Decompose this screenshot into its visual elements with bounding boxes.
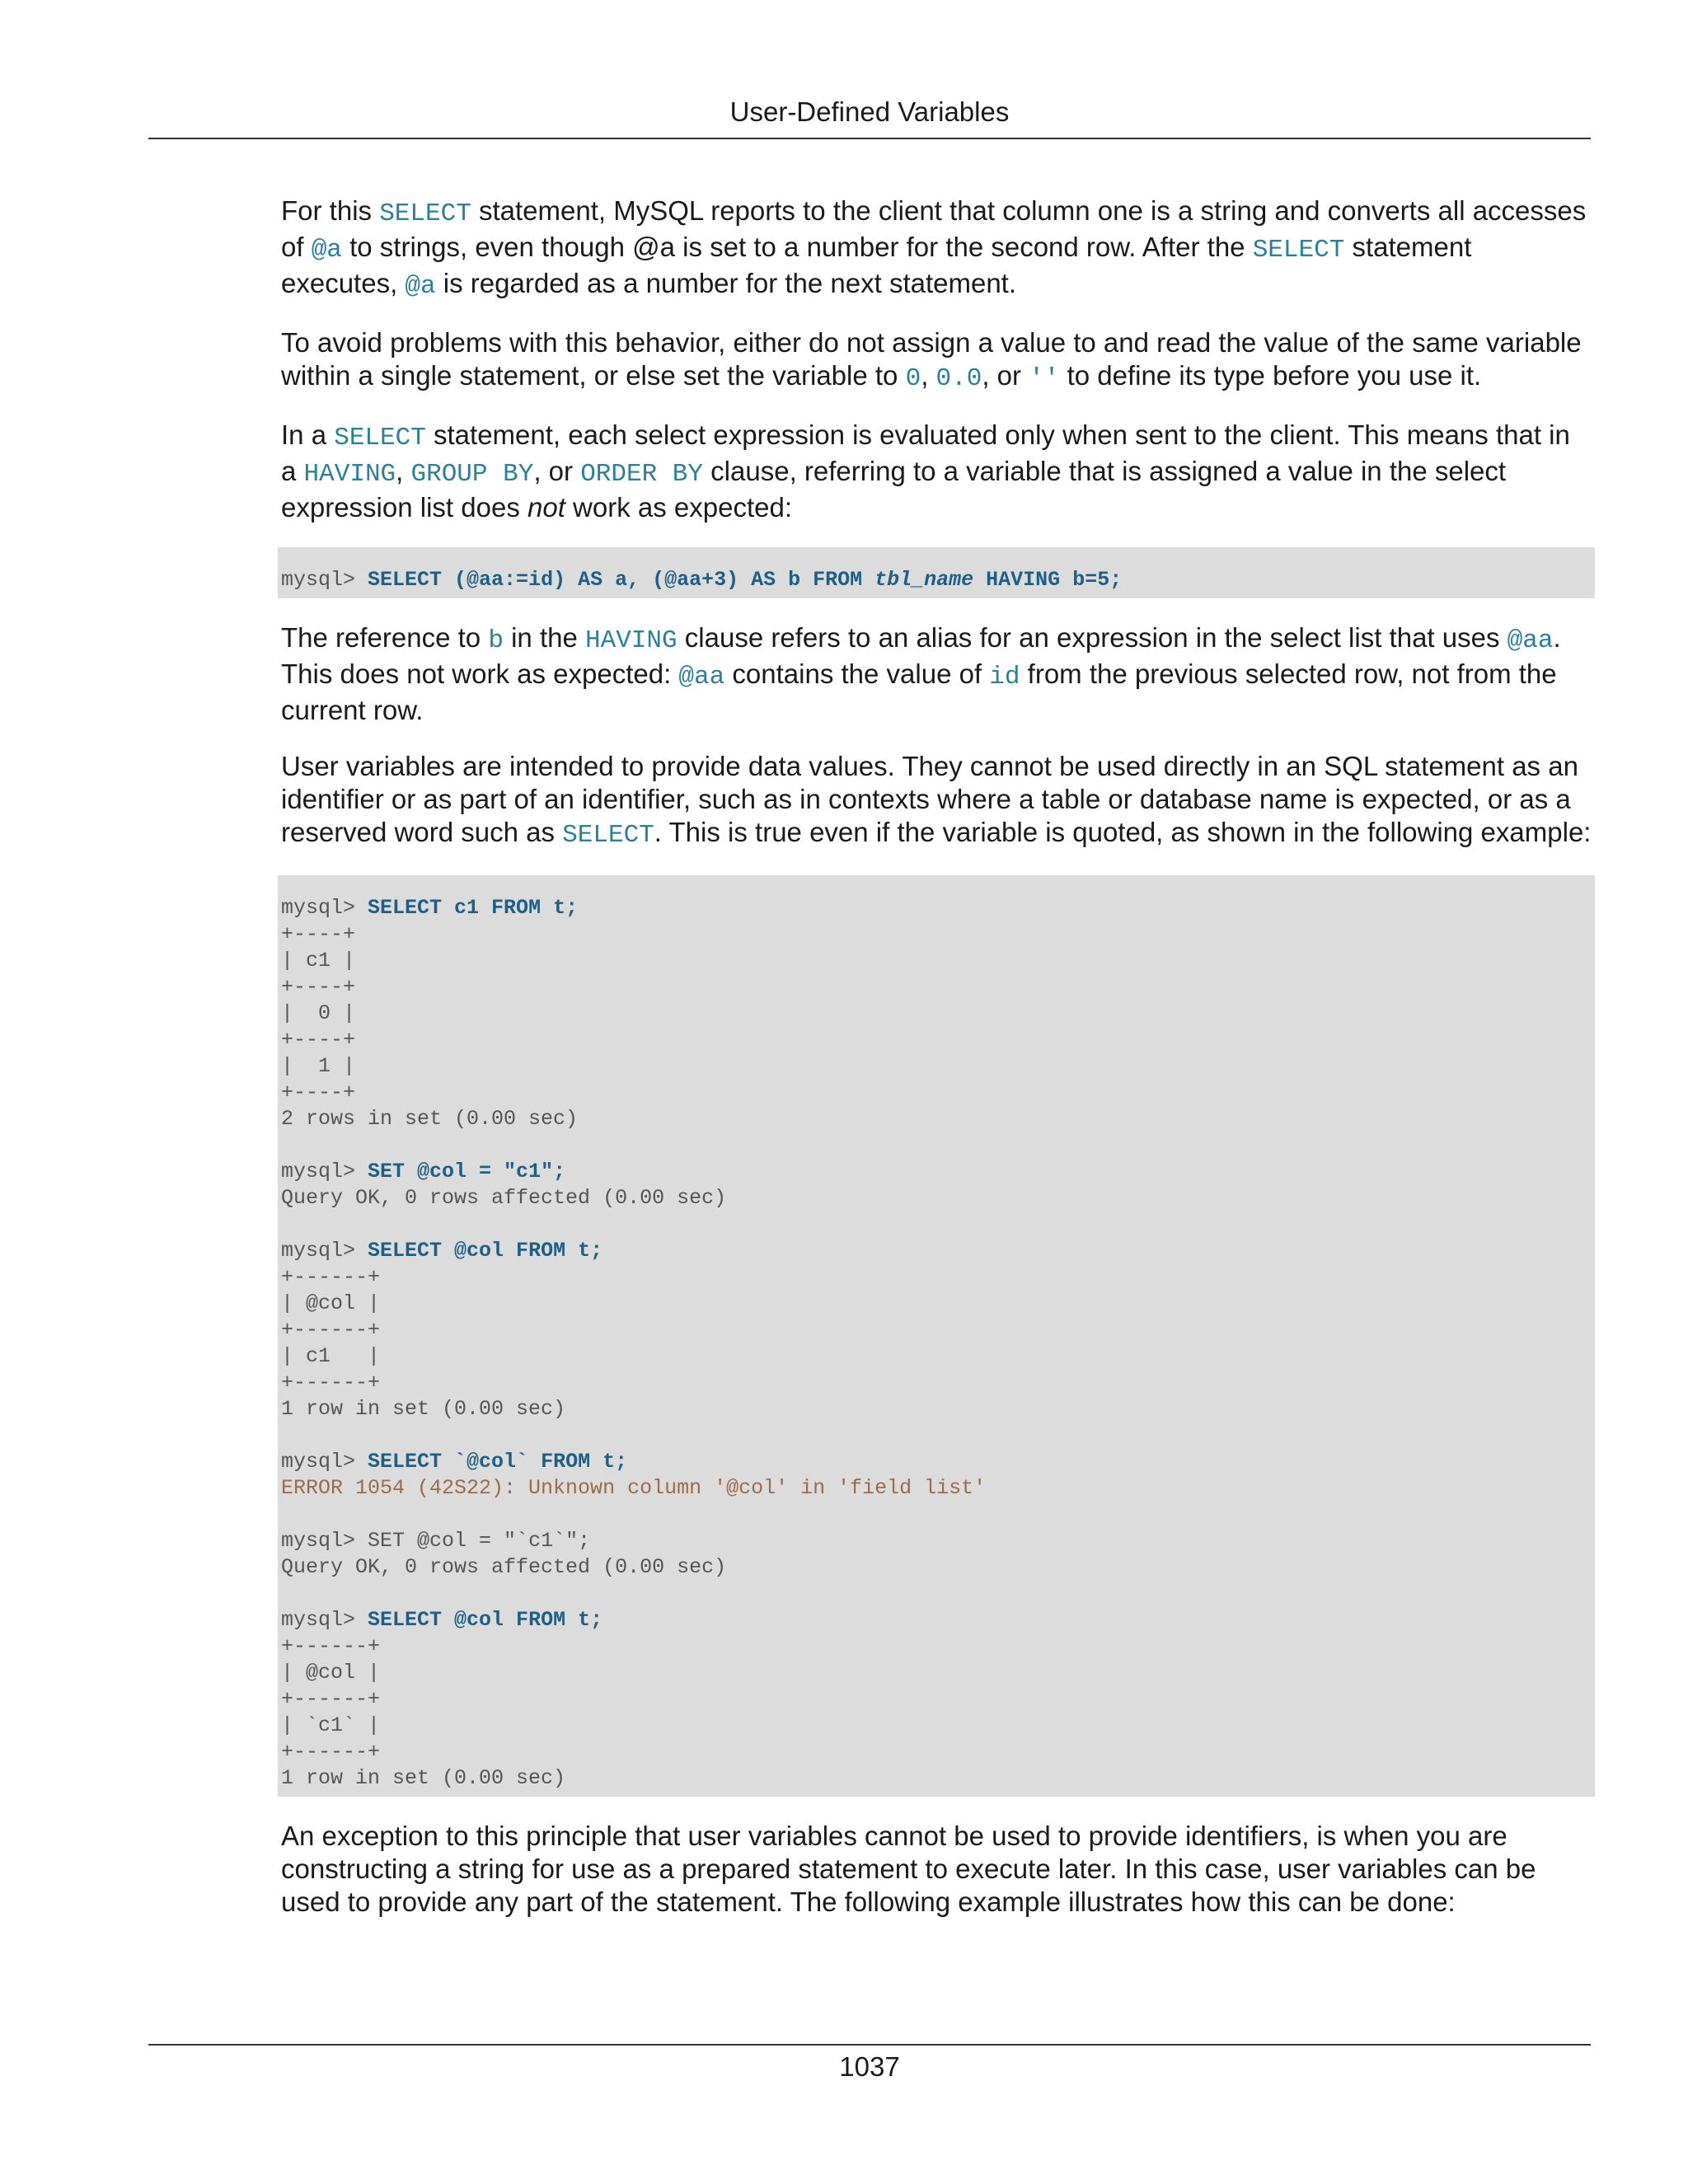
paragraph-avoid-problems: To avoid problems with this behavior, either do not assign a value to and read the value of the same variable within a single statement, or else set the variable to 0, 0.0, or '' to define its type before you use it. xyxy=(281,327,1582,393)
inline-code: 0.0 xyxy=(935,364,982,393)
inline-code: @aa xyxy=(1507,626,1554,655)
inline-code: 0 xyxy=(905,364,921,393)
inline-code: SELECT xyxy=(334,424,426,452)
paragraph-reference-alias: The reference to b in the HAVING clause refers to an alias for an expression in the select list that uses @aa. This does not work as expected: @aa contains the value of id from the previous selected row, not from the current row. xyxy=(281,622,1561,725)
page-header: User-Defined Variables xyxy=(729,96,1010,127)
footer-rule xyxy=(148,2044,1591,2046)
inline-code: SELECT xyxy=(1252,236,1345,265)
inline-code: @a xyxy=(405,272,436,301)
inline-code: @aa xyxy=(678,663,725,691)
paragraph-select-column-types: For this SELECT statement, MySQL reports to the client that column one is a string and converts all accesses of @a to strings, even though @a is set to a number for the second row. After the SELECT statement executes, @a is regarded as a number for the next statement. xyxy=(281,195,1587,301)
inline-code: HAVING xyxy=(585,626,678,655)
inline-code: ORDER BY xyxy=(580,460,704,489)
inline-code: GROUP BY xyxy=(410,460,534,489)
inline-code: id xyxy=(989,663,1020,691)
inline-code: @a xyxy=(311,236,342,265)
page-number: 1037 xyxy=(839,2051,900,2082)
paragraph-prepared-statement-exception: An exception to this principle that user variables cannot be used to provide identifiers, is when you are constructing a string for use as a prepared statement to execute later. In this case, user variables can be used to provide any part of the statement. The following example illustrates how this can be done: xyxy=(281,1821,1536,1917)
inline-code: HAVING xyxy=(303,460,396,489)
inline-code: b xyxy=(488,626,504,655)
paragraph-select-evaluation: In a SELECT statement, each select expression is evaluated only when sent to the client. This means that in a HAVING, GROUP BY, or ORDER BY clause, referring to a variable that is assigned a value in the select expression list does not work as expected: xyxy=(281,419,1570,523)
inline-code: '' xyxy=(1029,364,1060,393)
paragraph-user-variables-data: User variables are intended to provide data values. They cannot be used directly in an SQL statement as an identifier or as part of an identifier, such as in contexts where a table or database name is expected, or as a reserved word such as SELECT. This is true even if the variable is quoted, as shown in the following example: xyxy=(281,751,1592,850)
code-example-quoted-variable: mysql> SELECT c1 FROM t; +----+ | c1 | +----+ | 0 | +----+ | 1 | +----+ 2 rows in set (0.00 sec) mysql> SET @col = "c1"; Query OK, 0 rows affected (0.00 sec) mysql> SELECT @col FROM t; +------+ | @col | +------+ | c1 | +------+ 1 row in set (0.00 sec) mysql> SELECT `@col` FROM t; ERROR 1054 (42S22): Unknown column '@col' in 'field list' mysql> SET @col = "`c1`"; Query OK, 0 rows affected (0.00 sec) mysql> SELECT @col FROM t; +------+ | @col | +------+ | `c1` | +------+ 1 row in set (0.00 sec) xyxy=(278,875,1595,1797)
inline-code: SELECT xyxy=(379,199,471,228)
header-rule xyxy=(148,138,1591,139)
error-message: ERROR 1054 (42S22): Unknown column '@col' in 'field list' xyxy=(281,1476,987,1500)
inline-code: SELECT xyxy=(562,821,654,850)
code-example-having: mysql> SELECT (@aa:=id) AS a, (@aa+3) AS b FROM tbl_name HAVING b=5; xyxy=(278,547,1595,598)
page-content xyxy=(281,194,1592,1942)
